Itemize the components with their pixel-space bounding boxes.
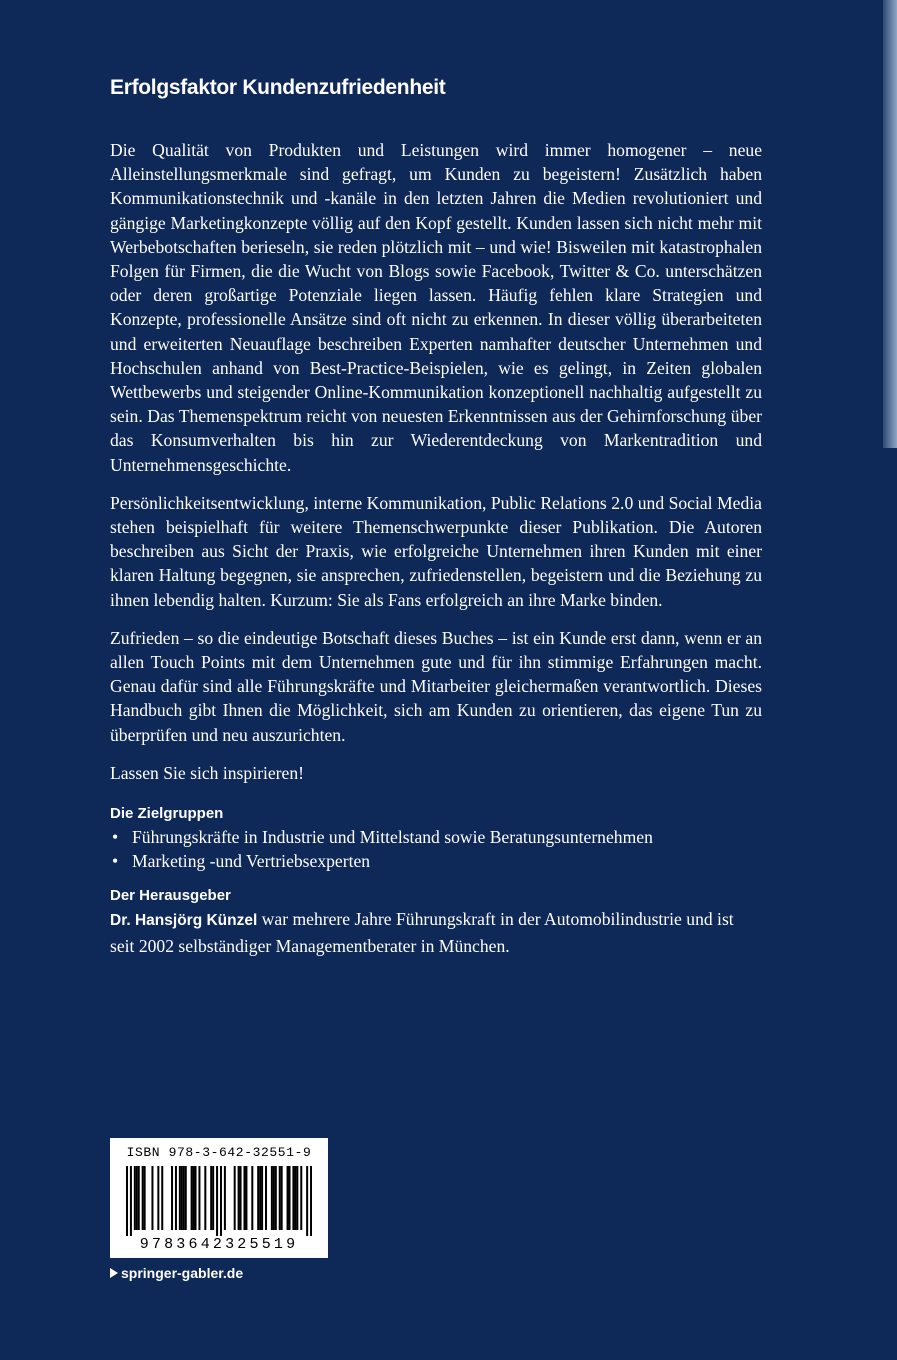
- publisher-link[interactable]: [110, 1265, 243, 1281]
- barcode-bar: [271, 1166, 273, 1230]
- barcode-bar: [296, 1166, 298, 1230]
- barcode-bar: [191, 1166, 193, 1230]
- barcode-bar: [238, 1166, 240, 1230]
- barcode-bar: [142, 1166, 144, 1230]
- book-title: Erfolgsfaktor Kundenzufriedenheit: [110, 76, 446, 99]
- barcode-bar: [243, 1166, 245, 1230]
- blurb-closing-line: Lassen Sie sich inspirieren!: [110, 762, 304, 783]
- barcode-bar: [210, 1166, 212, 1230]
- barcode-bar: [281, 1166, 283, 1230]
- blurb-paragraph-2: Persönlichkeitsentwicklung, interne Kommunikation, Public Relations 2.0 und Social Media stehen beispielhaft für weitere Themenschwerpunkte dieser Publikation. Die Autoren beschreiben aus Sicht der Praxis, wie erfolgreiche Unternehmen ihren Kunden mit einer klaren Haltung begegnen, sie ansprechen, zufriedenstellen, begeistern und die Beziehung zu ihnen lebendig halten. Kurzum: Sie als Fans erfolgreich an ihre Marke binden.: [110, 492, 762, 610]
- editor-name: Dr. Hansjörg Künzel: [110, 912, 258, 930]
- editor-bio-text: war mehrere Jahre Führungskraft in der Automobilindustrie und ist seit 2002 selbständiger Managementberater in München.: [110, 909, 734, 956]
- barcode-bar: [240, 1166, 242, 1230]
- blurb-paragraph-1: Die Qualität von Produkten und Leistungen wird immer homogener – neue Alleinstellungsmerkmale sind gefragt, um Kunden zu begeistern! Zusätzlich haben Kommunikationstechnik und -kanäle in den letzten Jahren die Medien revolutioniert und gängige Marketingkonzepte völlig auf den Kopf gestellt. Kunden lassen sich nicht mehr mit Werbebotschaften berieseln, sie reden plötzlich mit – und wie! Bisweilen mit katastrophalen Folgen für Firmen, die die Wucht von Blogs sowie Facebook, Twitter & Co. unterschätzen oder deren großartige Potenziale liegen lassen. Häufig fehlen klare Strategien und Konzepte, professionelle Ansätze sind oft nicht zu erkennen. In dieser völlig überarbeiteten und erweiterten Neuauflage beschreiben Experten namhafter deutscher Unternehmen und Hochschulen anhand von Best-Practice-Beispielen, wie es gelingt, in Zeiten globalen Wettbewerbs und steigender Online-Kommunikation konzeptionell nachhaltig aufgestellt zu sein. Das Themenspektrum reicht von neuesten Erkenntnissen aus der Gehirnforschung über das Konsumverhalten bis hin zur Wiederentdeckung von Markentradition und Unternehmensgeschichte.: [110, 140, 762, 475]
- blurb-paragraph-3: Zufrieden – so die eindeutige Botschaft dieses Buches – ist ein Kunde erst dann, wenn er an allen Touch Points mit dem Unternehmen gute und für ihn stimmige Erfahrungen macht. Genau dafür sind alle Führungskräfte und Mitarbeiter gleichermaßen verantwortlich. Dieses Handbuch gibt Ihnen die Möglichkeit, sich am Kunden zu orientieren, das eigene Tun zu überprüfen und neu auszurichten.: [110, 627, 762, 745]
- barcode-bar: [273, 1166, 275, 1230]
- barcode-bar: [289, 1166, 291, 1230]
- audience-item-text: Marketing -und Vertriebsexperten: [132, 851, 371, 872]
- barcode-bar: [151, 1166, 153, 1230]
- editor-heading: Der Herausgeber: [110, 887, 231, 905]
- barcode-bar: [220, 1166, 222, 1236]
- barcode-bar: [198, 1166, 200, 1230]
- barcode-bar: [185, 1166, 187, 1230]
- barcode-bar: [181, 1166, 183, 1230]
- barcode-bar: [287, 1166, 289, 1230]
- barcode-bar: [275, 1166, 277, 1230]
- barcode-bar: [138, 1166, 140, 1230]
- barcode-bar: [204, 1166, 206, 1230]
- barcode-bars: [126, 1166, 312, 1236]
- barcode-bar: [257, 1166, 259, 1230]
- audience-item: [110, 849, 762, 873]
- audience-heading: Die Zielgruppen: [110, 805, 224, 823]
- audience-item-text: Führungskräfte in Industrie und Mittelstand sowie Beratungsunternehmen: [132, 827, 653, 848]
- barcode-bar: [134, 1166, 136, 1230]
- barcode-bar: [216, 1166, 218, 1236]
- barcode-bar: [126, 1166, 128, 1236]
- isbn-label: ISBN 978-3-642-32551-9: [126, 1145, 312, 1160]
- barcode-bar: [234, 1166, 236, 1230]
- barcode-bar: [193, 1166, 195, 1230]
- barcode-bar: [161, 1166, 163, 1230]
- barcode-bar: [259, 1166, 261, 1230]
- publisher-url: springer-gabler.de: [121, 1265, 244, 1281]
- barcode-bar: [310, 1166, 312, 1236]
- barcode-bar: [130, 1166, 132, 1236]
- editor-bio: [110, 907, 762, 957]
- bullet-icon: •: [112, 827, 119, 848]
- barcode-bar: [306, 1166, 308, 1236]
- spine-edge-strip: [883, 0, 897, 448]
- arrow-right-icon: [110, 1268, 118, 1278]
- barcode-bar: [279, 1166, 281, 1230]
- bullet-icon: •: [112, 851, 119, 872]
- barcode-number: 9783642325519: [139, 1236, 299, 1253]
- barcode-bar: [157, 1166, 159, 1230]
- barcode-bar: [265, 1166, 267, 1230]
- barcode-bar: [224, 1166, 226, 1230]
- barcode-bar: [183, 1166, 185, 1230]
- barcode-bar: [294, 1166, 296, 1230]
- isbn-barcode: [110, 1138, 328, 1258]
- barcode-bar: [251, 1166, 253, 1230]
- barcode-bar: [171, 1166, 173, 1230]
- barcode-bar: [300, 1166, 302, 1230]
- barcode-bar: [212, 1166, 214, 1230]
- audience-list: [110, 825, 762, 873]
- audience-item: [110, 825, 762, 849]
- barcode-bar: [195, 1166, 197, 1230]
- barcode-bar: [175, 1166, 177, 1230]
- barcode-bar: [245, 1166, 247, 1230]
- back-cover-content: [110, 138, 762, 958]
- barcode-bar: [261, 1166, 263, 1230]
- barcode-bar: [292, 1166, 294, 1230]
- barcode-bar: [179, 1166, 181, 1230]
- barcode-bar: [144, 1166, 146, 1230]
- barcode-bar: [136, 1166, 138, 1230]
